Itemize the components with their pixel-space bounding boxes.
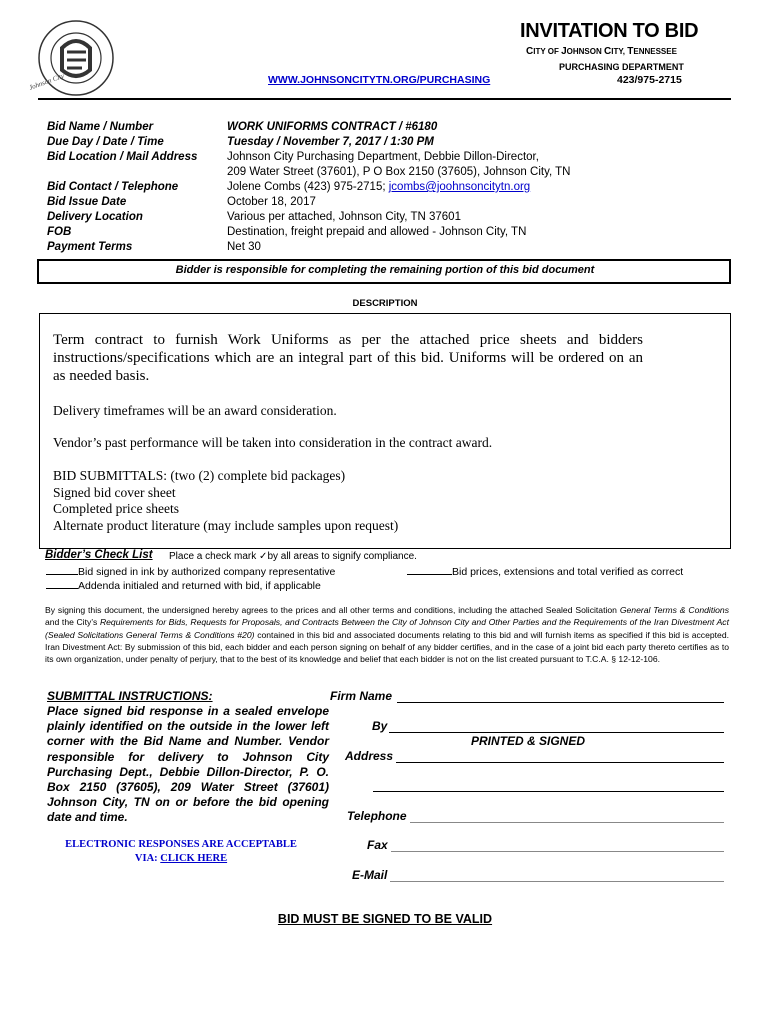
department-label: PURCHASING DEPARTMENT xyxy=(559,62,684,72)
fax-label: Fax xyxy=(367,838,388,852)
bid-name-label: Bid Name / Number xyxy=(47,121,154,133)
check-blank[interactable] xyxy=(46,564,78,575)
city-seal-logo xyxy=(20,18,132,98)
bid-name-value: WORK UNIFORMS CONTRACT / #6180 xyxy=(227,121,438,133)
submittal-item: Signed bid cover sheet xyxy=(53,485,176,500)
payment-terms-label: Payment Terms xyxy=(47,241,133,253)
checklist-item: Bid prices, extensions and total verified as correct xyxy=(407,564,683,578)
fob-label: FOB xyxy=(47,226,72,238)
department-phone: 423/975-2715 xyxy=(617,74,682,86)
issue-date-label: Bid Issue Date xyxy=(47,196,127,208)
checklist-item: Addenda initialed and returned with bid, if applicable xyxy=(46,578,321,592)
telephone-label: Telephone xyxy=(347,809,407,823)
description-heading: DESCRIPTION xyxy=(39,293,731,314)
electronic-responses-note: ELECTRONIC RESPONSES ARE ACCEPTABLE VIA: CLICK HERE xyxy=(65,839,297,864)
submittal-item: Completed price sheets xyxy=(53,501,179,516)
bid-location-value-line2: 209 Water Street (37601), P O Box 2150 (37605), Johnson City, TN xyxy=(227,166,571,178)
bid-contact-label: Bid Contact / Telephone xyxy=(47,181,179,193)
delivery-note: Delivery timeframes will be an award consideration. xyxy=(53,403,337,418)
by-label: By xyxy=(372,719,388,733)
bid-contact-value: Jolene Combs (423) 975-2715; jcombs@joohnsoncitytn.org xyxy=(227,181,531,193)
purchasing-website-link[interactable]: WWW.JOHNSONCITYTN.ORG/PURCHASING xyxy=(268,74,491,86)
submittal-instructions-text: Place signed bid response in a sealed envelope plainly identified on the outside in the lower left corner with the Bid Name and Number. Vendor responsible for delivery to Johnson City Purchasing Dept., Debbie Dillon-Director, P. O. Box 2150 (37605), 209 Water Street (37601) Johnson City, TN on or before the bid opening date and time. xyxy=(47,704,329,825)
due-date-value: Tuesday / November 7, 2017 / 1:30 PM xyxy=(227,136,434,148)
email-field[interactable] xyxy=(390,881,724,882)
responsibility-notice: Bidder is responsible for completing the remaining portion of this bid document xyxy=(175,264,595,276)
must-sign-notice: BID MUST BE SIGNED TO BE VALID xyxy=(277,912,493,926)
checklist-title: Bidder’s Check List xyxy=(45,549,153,561)
legal-agreement-text: By signing this document, the undersigned hereby agrees to the prices and all other terms and conditions, including the attached Sealed Solicitation General Terms & Conditions and the City’s Requirements for Bids, Requests for Proposals, and Contracts Between the City of Johnson City and Other Parties and the Requirements of the Iran Divestment Act (Sealed Solicitations General Terms & Conditions #20) contained in this bid and associated documents relating to this bid and will furnish items as specified if this bid is accepted. Iran Divestment Act: By submission of this bid, each bidder and each person signing on behalf of any bidder certifies, and in the case of a joint bid each party thereto certifies as to its own organization, under penalty of perjury, that to the best of its knowledge and belief that each bidder is not on the list created pursuant to T.C.A. § 12-12-106. xyxy=(45,605,729,665)
check-blank[interactable] xyxy=(407,564,452,575)
checkmark-icon: ✓ xyxy=(259,551,268,562)
check-blank[interactable] xyxy=(46,578,78,589)
checklist-instruction: Place a check mark ✓by all areas to signify compliance. xyxy=(169,551,417,562)
email-label: E-Mail xyxy=(352,868,388,882)
vendor-performance-note: Vendor’s past performance will be taken into consideration in the contract award. xyxy=(53,435,493,450)
address-field-line2[interactable] xyxy=(373,791,724,792)
due-date-label: Due Day / Date / Time xyxy=(47,136,164,148)
page-title: INVITATION TO BID xyxy=(520,20,699,42)
svg-text:Johnson City: Johnson City xyxy=(27,71,66,92)
issue-date-value: October 18, 2017 xyxy=(227,196,316,208)
city-line: CITY OF JOHNSON CITY, TENNESSEE xyxy=(526,46,677,57)
submittal-instructions-heading: SUBMITTAL INSTRUCTIONS: xyxy=(47,689,213,703)
submittal-item: Alternate product literature (may include samples upon request) xyxy=(53,518,399,533)
delivery-location-value: Various per attached, Johnson City, TN 37601 xyxy=(227,211,461,223)
bid-location-label: Bid Location / Mail Address xyxy=(47,151,198,163)
bid-submittals-heading: BID SUBMITTALS: (two (2) complete bid packages) xyxy=(53,468,346,483)
firm-name-label: Firm Name xyxy=(330,689,393,703)
contact-email-link[interactable]: jcombs@joohnsoncitytn.org xyxy=(388,181,531,193)
fob-value: Destination, freight prepaid and allowed - Johnson City, TN xyxy=(227,226,527,238)
delivery-location-label: Delivery Location xyxy=(47,211,143,223)
address-label: Address xyxy=(345,749,394,763)
telephone-field[interactable] xyxy=(410,822,724,823)
firm-name-field[interactable] xyxy=(397,702,724,703)
fax-field[interactable] xyxy=(391,851,724,852)
address-field[interactable] xyxy=(396,762,724,763)
checklist-item: Bid signed in ink by authorized company representative xyxy=(46,564,335,578)
payment-terms-value: Net 30 xyxy=(227,241,261,253)
click-here-link[interactable]: CLICK HERE xyxy=(160,853,228,864)
description-paragraph: Term contract to furnish Work Uniforms as per the attached price sheets and bidders instructions/specifications which are an integral part of this bid. Uniforms will be ordered on an as needed basis. xyxy=(53,332,643,384)
bid-location-value: Johnson City Purchasing Department, Debbie Dillon-Director, xyxy=(227,151,539,163)
printed-signed-label: PRINTED & SIGNED xyxy=(471,734,586,748)
signature-field[interactable] xyxy=(389,732,724,733)
header-divider xyxy=(38,98,731,100)
